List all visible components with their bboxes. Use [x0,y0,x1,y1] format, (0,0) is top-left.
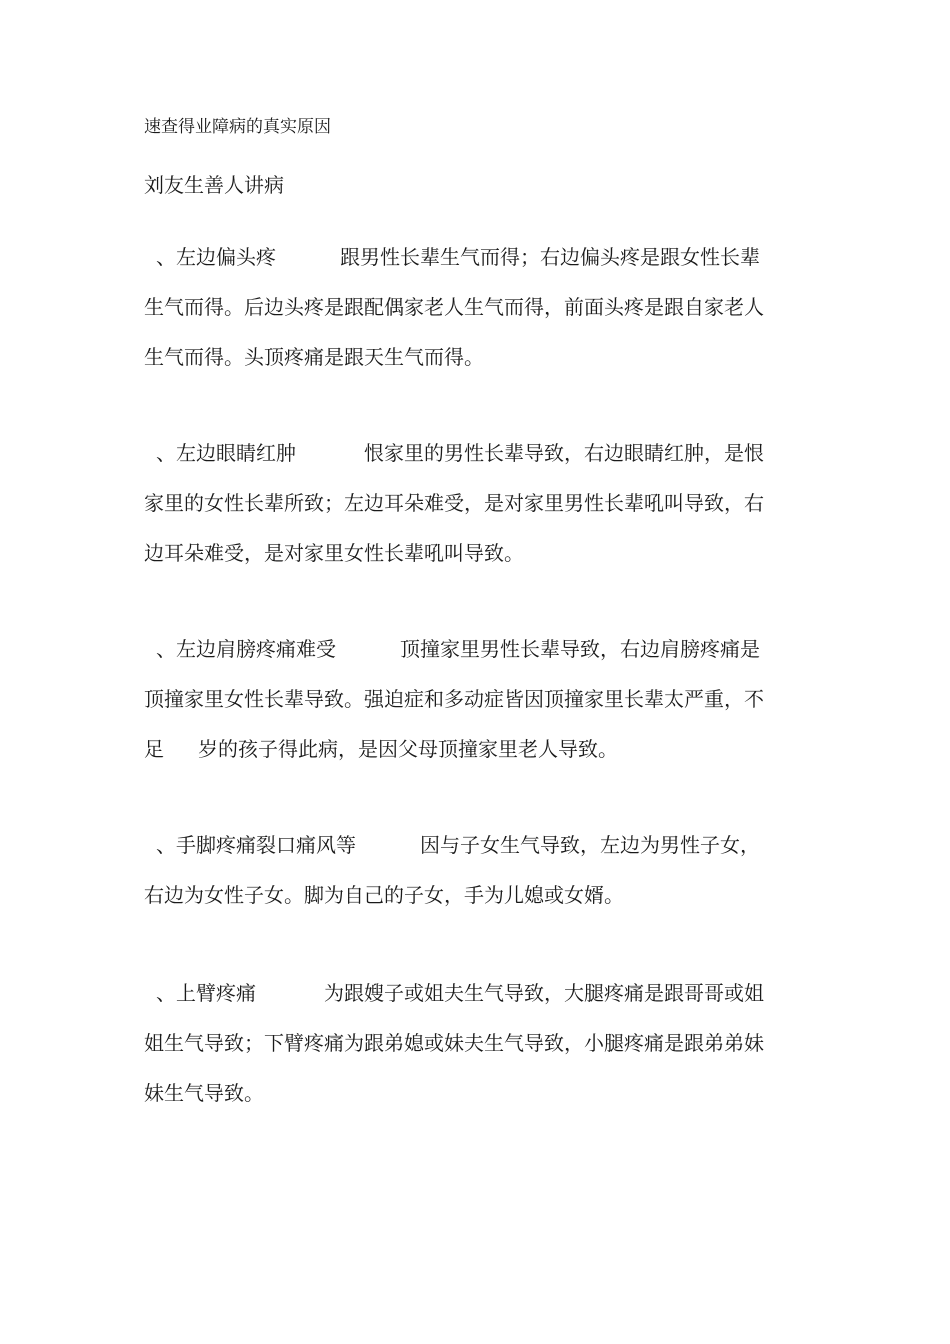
paragraph-topic: 、手脚疼痛裂口痛风等 [156,833,356,857]
paragraph-line: 顶撞家里女性长辈导致。强迫症和多动症皆因顶撞家里长辈太严重，不 [144,687,764,711]
paragraph-text: 岁的孩子得此病，是因父母顶撞家里老人导致。 [198,737,618,761]
paragraph-line: 姐生气导致；下臂疼痛为跟弟媳或妹夫生气导致，小腿疼痛是跟弟弟妹 [144,1031,764,1055]
paragraph-text: 顶撞家里男性长辈导致，右边肩膀疼痛是 [400,637,760,661]
paragraph-text: 足 [144,737,164,761]
paragraph-line: 家里的女性长辈所致；左边耳朵难受，是对家里男性长辈吼叫导致，右 [144,491,764,515]
paragraph-line [144,832,824,882]
document-author: 刘友生善人讲病 [144,173,284,197]
paragraph-line: 右边为女性子女。脚为自己的子女，手为儿媳或女婿。 [144,883,624,907]
paragraph-limbs [144,832,824,932]
paragraph-topic: 、左边偏头疼 [156,245,276,269]
paragraph-text: 跟男性长辈生气而得；右边偏头疼是跟女性长辈 [340,245,760,269]
paragraph-topic: 、左边肩膀疼痛难受 [156,637,336,661]
paragraph-topic: 、左边眼睛红肿 [156,441,296,465]
paragraph-line: 生气而得。后边头疼是跟配偶家老人生气而得，前面头疼是跟自家老人 [144,295,764,319]
paragraph-line [144,980,824,1030]
paragraph-line: 妹生气导致。 [144,1081,264,1105]
paragraph-line: 生气而得。头顶疼痛是跟天生气而得。 [144,345,484,369]
paragraph-text: 恨家里的男性长辈导致，右边眼睛红肿，是恨 [364,441,764,465]
paragraph-line: 边耳朵难受，是对家里女性长辈吼叫导致。 [144,541,524,565]
paragraph-shoulder [144,636,824,786]
paragraph-line [144,440,824,490]
paragraph-headache [144,244,824,394]
paragraph-eyes [144,440,824,590]
paragraph-line [144,636,824,686]
paragraph-line [144,736,824,786]
document-title: 速查得业障病的真实原因 [144,117,331,137]
paragraph-text: 为跟嫂子或姐夫生气导致，大腿疼痛是跟哥哥或姐 [324,981,764,1005]
paragraph-line [144,244,824,294]
paragraph-text: 因与子女生气导致，左边为男性子女， [420,833,760,857]
paragraph-topic: 、上臂疼痛 [156,981,256,1005]
paragraph-arms-legs [144,980,824,1130]
